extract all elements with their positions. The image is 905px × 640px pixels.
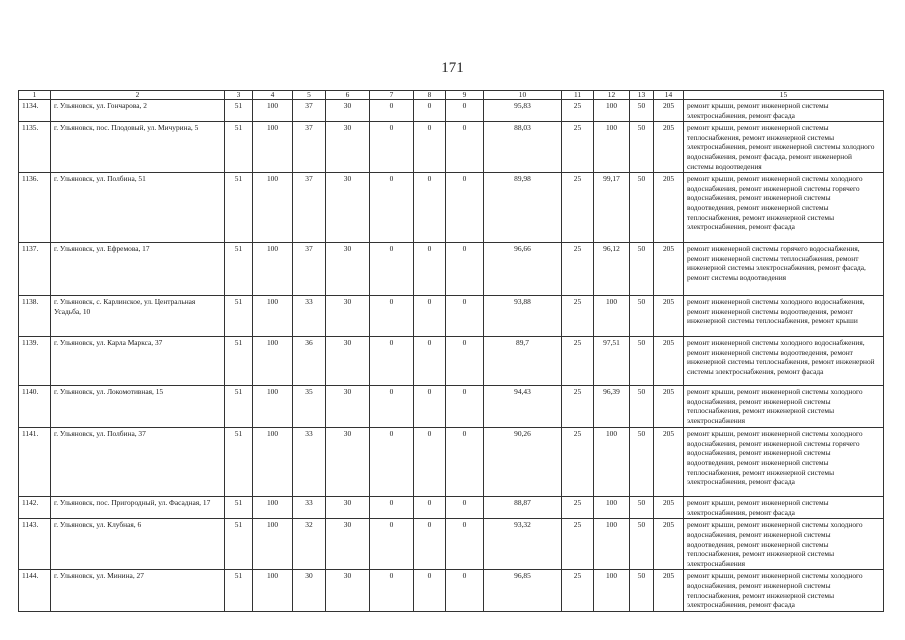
col6-cell: 30 [326,100,370,122]
col7-cell: 0 [370,296,414,337]
col7-cell: 0 [370,173,414,243]
works-cell: ремонт крыши, ремонт инженерной системы холодного водоснабжения, ремонт инженерной системы теплоснабжения, ремонт инженерной системы электроснабжения [684,386,884,428]
col7-cell: 0 [370,386,414,428]
col3-cell: 51 [225,173,253,243]
row-number: 1139. [19,337,51,386]
col13-cell: 50 [630,497,654,519]
col9-cell: 0 [446,337,484,386]
column-header: 13 [630,91,654,100]
col13-cell: 50 [630,100,654,122]
table-row [19,386,884,428]
col10-cell: 95,83 [484,100,562,122]
col5-cell: 35 [293,386,326,428]
row-number: 1135. [19,122,51,173]
col11-cell: 25 [562,296,594,337]
works-cell: ремонт крыши, ремонт инженерной системы теплоснабжения, ремонт инженерной системы электроснабжения, ремонт инженерной системы холодного водоснабжения, ремонт фасада, ремонт инженерной системы водоотведения [684,122,884,173]
col10-cell: 96,66 [484,243,562,296]
col9-cell: 0 [446,100,484,122]
column-header: 2 [51,91,225,100]
col8-cell: 0 [414,100,446,122]
col5-cell: 32 [293,519,326,570]
col10-cell: 89,98 [484,173,562,243]
col12-cell: 100 [594,519,630,570]
col4-cell: 100 [253,386,293,428]
col10-cell: 89,7 [484,337,562,386]
col7-cell: 0 [370,570,414,611]
col14-cell: 205 [654,570,684,611]
col8-cell: 0 [414,243,446,296]
column-header: 10 [484,91,562,100]
table-row [19,296,884,337]
col10-cell: 93,88 [484,296,562,337]
col12-cell: 100 [594,570,630,611]
col5-cell: 37 [293,100,326,122]
col4-cell: 100 [253,296,293,337]
col13-cell: 50 [630,386,654,428]
col4-cell: 100 [253,519,293,570]
col6-cell: 30 [326,497,370,519]
col13-cell: 50 [630,122,654,173]
table-row [19,173,884,243]
repair-table-wrapper [18,90,884,612]
column-header: 1 [19,91,51,100]
col7-cell: 0 [370,122,414,173]
col9-cell: 0 [446,243,484,296]
row-number: 1141. [19,428,51,497]
column-header: 5 [293,91,326,100]
col10-cell: 93,32 [484,519,562,570]
col14-cell: 205 [654,337,684,386]
row-number: 1142. [19,497,51,519]
col9-cell: 0 [446,428,484,497]
col11-cell: 25 [562,100,594,122]
col4-cell: 100 [253,173,293,243]
col11-cell: 25 [562,428,594,497]
works-cell: ремонт крыши, ремонт инженерной системы электроснабжения, ремонт фасада [684,100,884,122]
col9-cell: 0 [446,519,484,570]
col6-cell: 30 [326,386,370,428]
column-header: 4 [253,91,293,100]
col14-cell: 205 [654,519,684,570]
col13-cell: 50 [630,243,654,296]
col3-cell: 51 [225,497,253,519]
col6-cell: 30 [326,570,370,611]
column-header: 12 [594,91,630,100]
col4-cell: 100 [253,243,293,296]
col4-cell: 100 [253,428,293,497]
address-cell: г. Ульяновск, ул. Карла Маркса, 37 [51,337,225,386]
row-number: 1136. [19,173,51,243]
col5-cell: 37 [293,173,326,243]
row-number: 1138. [19,296,51,337]
col4-cell: 100 [253,122,293,173]
col6-cell: 30 [326,428,370,497]
col5-cell: 33 [293,497,326,519]
address-cell: г. Ульяновск, с. Карлинское, ул. Центральная Усадьба, 10 [51,296,225,337]
col5-cell: 33 [293,428,326,497]
col13-cell: 50 [630,337,654,386]
col3-cell: 51 [225,386,253,428]
col12-cell: 100 [594,296,630,337]
col10-cell: 88,87 [484,497,562,519]
col14-cell: 205 [654,100,684,122]
col3-cell: 51 [225,570,253,611]
address-cell: г. Ульяновск, ул. Полбина, 51 [51,173,225,243]
col7-cell: 0 [370,519,414,570]
col12-cell: 96,12 [594,243,630,296]
col9-cell: 0 [446,173,484,243]
col5-cell: 33 [293,296,326,337]
col11-cell: 25 [562,122,594,173]
col10-cell: 88,03 [484,122,562,173]
column-header: 9 [446,91,484,100]
col12-cell: 97,51 [594,337,630,386]
repair-table [18,90,884,612]
table-header [19,91,884,100]
table-row [19,497,884,519]
col3-cell: 51 [225,337,253,386]
address-cell: г. Ульяновск, ул. Клубная, 6 [51,519,225,570]
col7-cell: 0 [370,337,414,386]
col13-cell: 50 [630,296,654,337]
row-number: 1143. [19,519,51,570]
column-header: 6 [326,91,370,100]
table-row [19,570,884,611]
table-row [19,337,884,386]
row-number: 1144. [19,570,51,611]
col8-cell: 0 [414,497,446,519]
col10-cell: 94,43 [484,386,562,428]
col12-cell: 100 [594,122,630,173]
col12-cell: 100 [594,428,630,497]
col5-cell: 36 [293,337,326,386]
table-row [19,122,884,173]
col7-cell: 0 [370,497,414,519]
works-cell: ремонт инженерной системы горячего водоснабжения, ремонт инженерной системы теплоснабжения, ремонт инженерной системы электроснабжения, ремонт фасада, ремонт системы водоотведения [684,243,884,296]
col8-cell: 0 [414,428,446,497]
col11-cell: 25 [562,497,594,519]
col8-cell: 0 [414,122,446,173]
col7-cell: 0 [370,428,414,497]
col4-cell: 100 [253,337,293,386]
works-cell: ремонт инженерной системы холодного водоснабжения, ремонт инженерной системы водоотведения, ремонт инженерной системы теплоснабжения, ремонт крыши [684,296,884,337]
row-number: 1134. [19,100,51,122]
page-number: 171 [441,60,464,76]
col3-cell: 51 [225,428,253,497]
address-cell: г. Ульяновск, ул. Локомотивная, 15 [51,386,225,428]
col9-cell: 0 [446,570,484,611]
works-cell: ремонт крыши, ремонт инженерной системы холодного водоснабжения, ремонт инженерной системы горячего водоснабжения, ремонт инженерной системы водоотведения, ремонт инженерной системы теплоснабжения, ремонт инженерной системы электроснабжения, ремонт фасада [684,173,884,243]
col14-cell: 205 [654,173,684,243]
column-header: 11 [562,91,594,100]
col11-cell: 25 [562,386,594,428]
table-row [19,100,884,122]
table-body [19,100,884,612]
col12-cell: 99,17 [594,173,630,243]
works-cell: ремонт крыши, ремонт инженерной системы холодного водоснабжения, ремонт инженерной системы горячего водоснабжения, ремонт инженерной системы водоотведения, ремонт инженерной системы теплоснабжения, ремонт инженерной системы электроснабжения, ремонт фасада [684,428,884,497]
col3-cell: 51 [225,243,253,296]
col6-cell: 30 [326,122,370,173]
col6-cell: 30 [326,173,370,243]
col14-cell: 205 [654,122,684,173]
col6-cell: 30 [326,519,370,570]
col3-cell: 51 [225,122,253,173]
table-row [19,243,884,296]
col8-cell: 0 [414,173,446,243]
column-header: 15 [684,91,884,100]
row-number: 1140. [19,386,51,428]
col14-cell: 205 [654,497,684,519]
col8-cell: 0 [414,570,446,611]
col14-cell: 205 [654,386,684,428]
column-header: 8 [414,91,446,100]
col8-cell: 0 [414,519,446,570]
col7-cell: 0 [370,243,414,296]
address-cell: г. Ульяновск, ул. Полбина, 37 [51,428,225,497]
column-header: 14 [654,91,684,100]
col5-cell: 37 [293,122,326,173]
table-row [19,428,884,497]
col11-cell: 25 [562,570,594,611]
col12-cell: 100 [594,497,630,519]
col6-cell: 30 [326,243,370,296]
col10-cell: 90,26 [484,428,562,497]
col13-cell: 50 [630,428,654,497]
col8-cell: 0 [414,296,446,337]
col9-cell: 0 [446,386,484,428]
works-cell: ремонт крыши, ремонт инженерной системы холодного водоснабжения, ремонт инженерной системы теплоснабжения, ремонт инженерной системы электроснабжения, ремонт фасада [684,570,884,611]
address-cell: г. Ульяновск, ул. Минина, 27 [51,570,225,611]
col11-cell: 25 [562,243,594,296]
col4-cell: 100 [253,570,293,611]
table-row [19,519,884,570]
col11-cell: 25 [562,173,594,243]
col9-cell: 0 [446,497,484,519]
address-cell: г. Ульяновск, ул. Ефремова, 17 [51,243,225,296]
col11-cell: 25 [562,519,594,570]
row-number: 1137. [19,243,51,296]
works-cell: ремонт крыши, ремонт инженерной системы холодного водоснабжения, ремонт инженерной системы водоотведения, ремонт инженерной системы теплоснабжения, ремонт инженерной системы электроснабжения [684,519,884,570]
col4-cell: 100 [253,497,293,519]
col6-cell: 30 [326,337,370,386]
col13-cell: 50 [630,519,654,570]
address-cell: г. Ульяновск, ул. Гончарова, 2 [51,100,225,122]
col5-cell: 37 [293,243,326,296]
address-cell: г. Ульяновск, пос. Пригородный, ул. Фасадная, 17 [51,497,225,519]
col14-cell: 205 [654,243,684,296]
column-header: 7 [370,91,414,100]
works-cell: ремонт инженерной системы холодного водоснабжения, ремонт инженерной системы водоотведения, ремонт инженерной системы теплоснабжения, ремонт инженерной системы электроснабжения, ремонт фасада [684,337,884,386]
works-cell: ремонт крыши, ремонт инженерной системы электроснабжения, ремонт фасада [684,497,884,519]
col12-cell: 96,39 [594,386,630,428]
column-header: 3 [225,91,253,100]
col12-cell: 100 [594,100,630,122]
col9-cell: 0 [446,296,484,337]
col3-cell: 51 [225,519,253,570]
col6-cell: 30 [326,296,370,337]
col7-cell: 0 [370,100,414,122]
col8-cell: 0 [414,386,446,428]
col13-cell: 50 [630,570,654,611]
col14-cell: 205 [654,428,684,497]
col14-cell: 205 [654,296,684,337]
col13-cell: 50 [630,173,654,243]
col3-cell: 51 [225,296,253,337]
col11-cell: 25 [562,337,594,386]
column-number-row [19,91,884,100]
col10-cell: 96,85 [484,570,562,611]
address-cell: г. Ульяновск, пос. Плодовый, ул. Мичурина, 5 [51,122,225,173]
col5-cell: 30 [293,570,326,611]
col8-cell: 0 [414,337,446,386]
col3-cell: 51 [225,100,253,122]
col9-cell: 0 [446,122,484,173]
col4-cell: 100 [253,100,293,122]
